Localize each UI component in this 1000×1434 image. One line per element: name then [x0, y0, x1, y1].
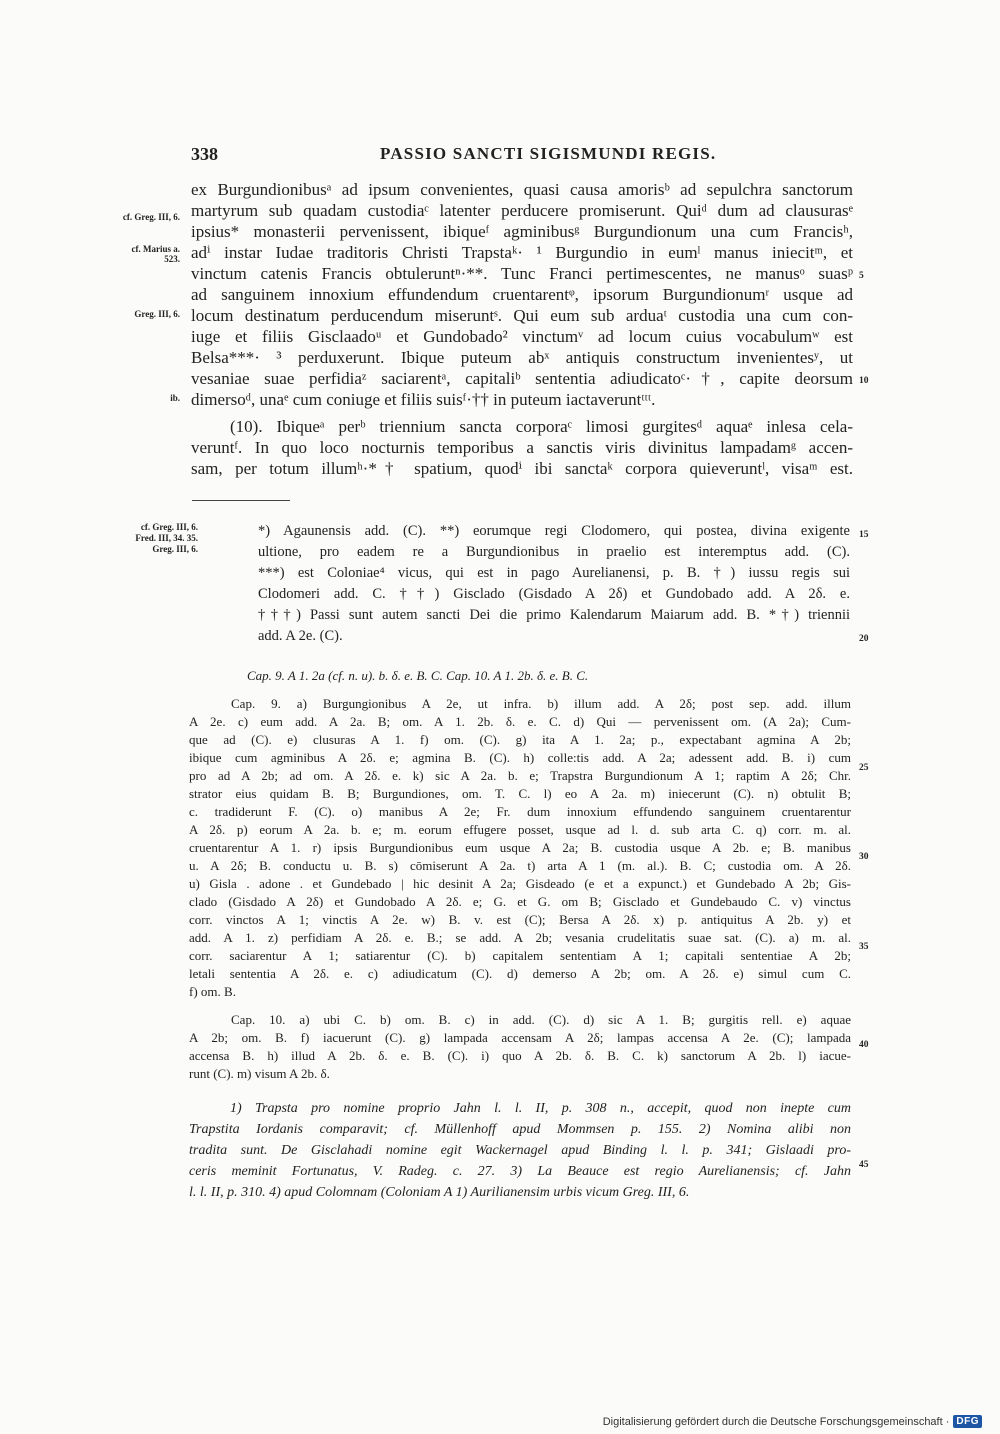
apparatus-line: u) Gisla . adone . et Gundebado | hic desinit A 2a; Gisdeado (e et a expunct.) et Gundebado A 2b; Gis- — [189, 876, 851, 891]
credit-text: Digitalisierung gefördert durch die Deutsche Forschungsgemeinschaft · — [602, 1415, 950, 1428]
apparatus-line: Cap. 10. a) ubi C. b) om. B. c) in add. (C). d) sic A 1. B; gurgitis rell. e) aquae — [231, 1012, 851, 1027]
apparatus-line: pro ad A 2b; ad om. A 2δ. e. k) sic A 2a. b. e; Trapstra Burgundionum A 1; raptim A 2δ; Chr. — [189, 768, 851, 783]
apparatus-line: f) om. B. — [189, 984, 236, 999]
apparatus-line: Cap. 9. a) Burgungionibus A 2e, ut infra. b) illum add. A 2δ; post sep. add. illum — [231, 696, 851, 711]
note-line: ultione, pro eadem re a Burgundionibus in praelio est interemptus add. (C). — [258, 544, 850, 560]
text-line: veruntᶠ. In quo loco nocturnis temporibus a sanctis viris divinitus lampadamᵍ accen- — [191, 438, 853, 457]
text-line: ad sanguinem innoxium effundendum cruentarentᵠ, ipsorum Burgundionumʳ usque ad — [191, 285, 853, 304]
line-number: 40 — [859, 1040, 869, 1050]
line-number: 10 — [859, 376, 869, 386]
note-line: add. A 2e. (C). — [258, 628, 343, 644]
apparatus-line: corr. saciarentur A 1; satiarentur (C). b) capitalem sententiam A 1; capitali sententiae A 2b; — [189, 948, 851, 963]
apparatus-line: add. A 1. z) perfidiam A 2δ. e. B.; se add. A 2b; vesania crudelitatis suae sat. (C). a) m. al. — [189, 930, 851, 945]
line-number: 45 — [859, 1160, 869, 1170]
apparatus-line: que ad (C). e) clusuras A 1. f) om. (C). g) ita A 1. 2a; p., expectabant agmina A 2b; — [189, 732, 851, 747]
line-number: 15 — [859, 530, 869, 540]
line-number: 30 — [859, 852, 869, 862]
margin-reference: cf. Greg. III, 6. — [122, 212, 180, 222]
footnote-line: 1) Trapsta pro nomine proprio Jahn l. l. II, p. 308 n., accepit, quod non inepte cum — [230, 1101, 851, 1116]
note-line: †††) Passi sunt autem sancti Dei die primo Kalendarum Maiarum add. B. *†) triennii — [258, 607, 850, 623]
footnote-divider — [192, 500, 290, 501]
line-number: 35 — [859, 942, 869, 952]
page-title: PASSIO SANCTI SIGISMUNDI REGIS. — [380, 144, 717, 163]
apparatus-line: cruentarentur A 1. r) ipsis Burgundionibus eum usque A 2a; B. custodia usque A 2b. e; B. manibus — [189, 840, 851, 855]
apparatus-line: A 2e. c) eum add. A 2a. B; om. A 1. 2b. δ. e. C. d) Qui — pervenissent om. (A 2a); Cum- — [189, 714, 851, 729]
note-line: Clodomeri add. C. ††) Gisclado (Gisdado A 2δ) et Gundobado add. A 2δ. e. — [258, 586, 850, 602]
apparatus-line: corr. vinctos A 1; vinctis A 2e. w) B. v. est (C); Bersa A 2δ. x) p. antiquitus A 2b. y) et — [189, 912, 851, 927]
margin-reference: cf. Greg. III, 6. Fred. III, 34. 35. Greg. III, 6. — [135, 522, 198, 554]
text-line: adⁱ instar Iudae traditoris Christi Trapstaᵏ· ¹ Burgundio in eumˡ manus iniecitᵐ, et — [191, 243, 853, 262]
footnote-line: tradita sunt. De Gisclahadi nomine egit Wackernagel apud Binding l. l. p. 341; Gislaadi pro- — [189, 1143, 851, 1158]
apparatus-line: A 2δ. p) eorum A 2a. b. e; m. eorum effugere posset, usque ad l. d. sub arta C. q) corr. m. al. — [189, 822, 851, 837]
note-line: ***) est Coloniae⁴ vicus, qui est in pago Aurelianensi, p. B. †) iussu regis sui — [258, 565, 850, 581]
footnote-line: ceris meminit Fortunatus, V. Radeg. c. 27. 3) La Beauce est regio Aurelianensis; cf. Jahn — [189, 1164, 851, 1179]
footnote-line: l. l. II, p. 310. 4) apud Colomnam (Coloniam A 1) Aurilianensim urbis vicum Greg. III, 6. — [189, 1185, 690, 1200]
apparatus-line: runt (C). m) visum A 2b. δ. — [189, 1066, 330, 1081]
line-number: 25 — [859, 763, 869, 773]
line-number: 5 — [859, 271, 864, 281]
line-number: 20 — [859, 634, 869, 644]
dfg-logo: DFG — [953, 1415, 982, 1428]
text-line: ex Burgundionibusᵃ ad ipsum convenientes, quasi causa amorisᵇ ad sepulchra sanctorum — [191, 180, 853, 199]
text-line: vinctum catenis Francis obtuleruntⁿ·**. Tunc Franci pertimescentes, ne manusᵒ suasᵖ — [191, 264, 853, 283]
text-line: vesaniae suae perfidiaᶻ saciarentᵃ, capitaliᵇ sententia adiudicatoᶜ·†, capite deorsum — [191, 369, 853, 388]
page-number: 338 — [191, 144, 218, 164]
footnote-line: Trapstita Iordanis comparavit; cf. Müllenhoff apud Mommsen p. 155. 2) Nomina alibi non — [189, 1122, 851, 1137]
text-line: locum destinatum perducendum miseruntˢ. Qui eum sub arduaᵗ custodia una cum con- — [191, 306, 853, 325]
apparatus-line: A 2b; om. B. f) iacuerunt (C). g) lampada accensam A 2δ; lampas accensa A 2e. (C); lampada — [189, 1030, 851, 1045]
apparatus-line: clado (Gisdado A 2δ) et Gundobado A 2δ. e; G. et G. om B; Gisclado et Gundebaudo C. v) vinctus — [189, 894, 851, 909]
apparatus-line: c. tradiderunt F. (C). o) manibus A 2e; Fr. dum innoxium effundendo sanguinem cruentarentur — [189, 804, 851, 819]
apparatus-line: ibique cum agminibus A 2δ. e; agmina B. (C). h) colle:tis add. A 2a; adessent add. B. i) cum — [189, 750, 851, 765]
apparatus-line: strator eius quidam B. B; Burgundiones, om. T. C. l) eo A 2a. m) iniecerunt (C). n) obtulit B; — [189, 786, 851, 801]
text-line: ipsius* monasterii pervenissent, ibiqueᶠ agminibusᵍ Burgundionum una cum Francisʰ, — [191, 222, 853, 241]
note-line: *) Agaunensis add. (C). **) eorumque regi Clodomero, qui postea, divina exigente — [258, 523, 850, 539]
margin-reference: cf. Marius a. 523. — [131, 244, 180, 264]
text-line: (10). Ibiqueᵃ perᵇ triennium sancta corporaᶜ limosi gurgitesᵈ aquaᵉ inlesa cela- — [230, 417, 853, 436]
text-line: Belsa***· ³ perduxerunt. Ibique puteum abˣ antiquis constructum invenientesʸ, ut — [191, 348, 853, 367]
apparatus-line: accensa B. h) illud A 2b. δ. e. B. (C). i) quo A 2b. δ. B. C. k) sanctorum A 2b. l) iacue- — [189, 1048, 851, 1063]
text-line: martyrum sub quadam custodiaᶜ latenter perducere promiserunt. Quiᵈ dum ad clausurasᵉ — [191, 201, 853, 220]
apparatus-line: u. A 2δ; B. conductu u. B. s) cōmiserunt A 2a. t) arta A 1 (m. al.). B. C; custodia om. A 2δ. — [189, 858, 851, 873]
text-line: dimersoᵈ, unaᵉ cum coniuge et filiis suisᶠ·†† in puteum iactaveruntᵗᵗᵗ. — [191, 390, 656, 409]
digitization-credit — [603, 1415, 982, 1428]
margin-reference: ib. — [170, 393, 180, 403]
apparatus-header: Cap. 9. A 1. 2a (cf. n. u). b. δ. e. B. C. Cap. 10. A 1. 2b. δ. e. B. C. — [247, 668, 589, 683]
apparatus-line: letali sententia A 2δ. e. c) adiudicatum (C). d) demerso A 2b; om. A 2δ. e) simul cum C. — [189, 966, 851, 981]
margin-reference: Greg. III, 6. — [134, 309, 180, 319]
text-line: sam, per totum illumʰ·*† spatium, quodⁱ ibi sanctaᵏ corpora quieveruntˡ, visaᵐ est. — [191, 459, 853, 478]
text-line: iuge et filiis Gisclaadoᵘ et Gundobado² vinctumᵛ ad locum cuius vocabulumʷ est — [191, 327, 853, 346]
